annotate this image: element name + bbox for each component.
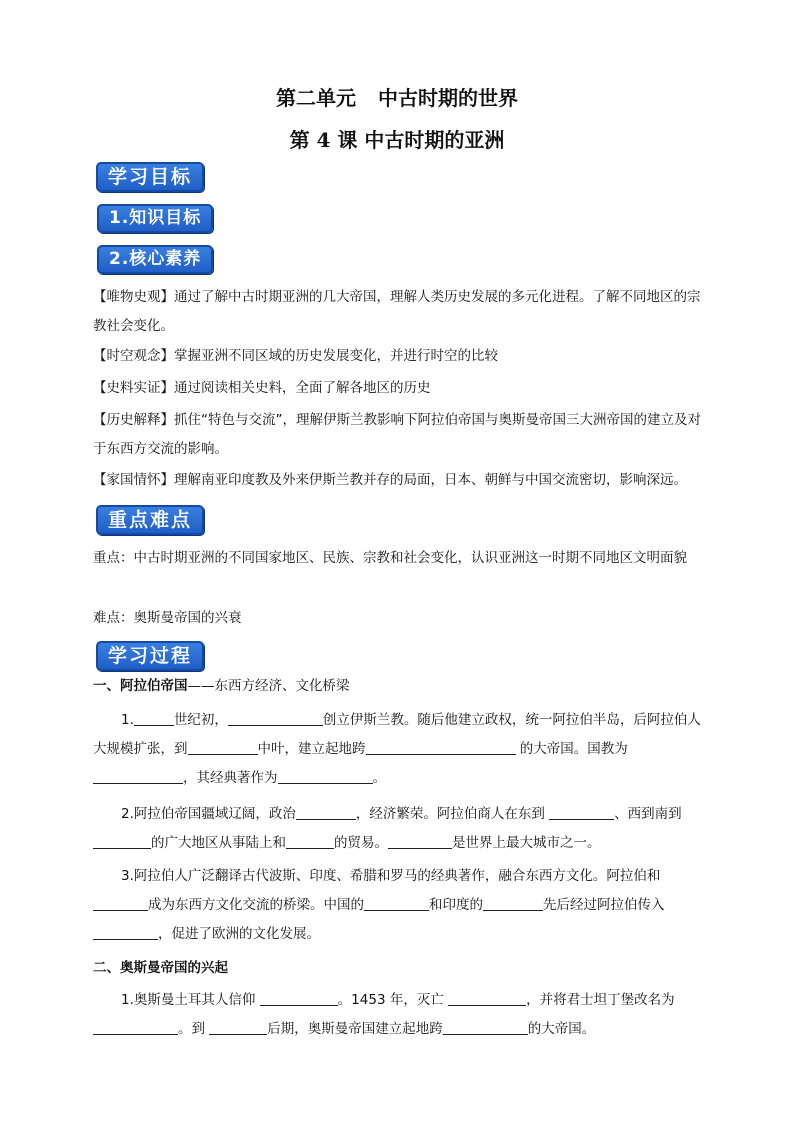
blank-line[interactable] xyxy=(93,923,158,940)
unit-title-name: 中古时期的世界 xyxy=(378,86,518,110)
literacy-item xyxy=(93,342,705,371)
blank-line[interactable] xyxy=(93,1018,178,1035)
question-paragraph xyxy=(93,986,705,1044)
literacy-text: 掌握亚洲不同区域的历史发展变化，并进行时空的比较 xyxy=(174,348,498,364)
focus-text: 重点：中古时期亚洲的不同国家地区、民族、宗教和社会变化，认识亚洲这一时期不同地区文明面貌 xyxy=(93,550,687,566)
q-text: 世纪初， xyxy=(173,712,228,728)
literacy-text: 理解南亚印度教及外来伊斯兰教并存的局面，日本、朝鲜与中国交流密切，影响深远。 xyxy=(174,472,687,488)
q-text: ，其经典著作为 xyxy=(183,770,278,786)
section2-heading: 二、奥斯曼帝国的兴起 xyxy=(93,960,228,976)
q-text: 、西到南到 xyxy=(614,806,682,822)
key-points-badge: 重点难点 xyxy=(96,505,204,535)
q-text: 3.阿拉伯人广泛翻译古代波斯、印度、希腊和罗马的经典著作，融合东西方文化。阿拉伯和 xyxy=(121,868,661,884)
knowledge-goals-badge: 1.知识目标 xyxy=(97,204,213,233)
q-text: 。到 xyxy=(178,1021,210,1037)
literacy-item xyxy=(93,406,705,464)
process-badge: 学习过程 xyxy=(96,641,204,671)
blank-line[interactable] xyxy=(93,767,183,784)
q-text: 2.阿拉伯帝国疆域辽阔，政治 xyxy=(121,806,296,822)
q-text: ，经济繁荣。阿拉伯商人在东到 xyxy=(355,806,550,822)
q-text: 的大帝国。 xyxy=(527,1021,596,1037)
blank-line[interactable] xyxy=(296,803,356,820)
q-text: 的广大地区从事陆上和 xyxy=(151,835,286,851)
difficulty-text: 难点：奥斯曼帝国的兴衰 xyxy=(93,610,242,626)
literacy-tag: 【唯物史观】 xyxy=(93,289,174,305)
literacy-tag: 【史料实证】 xyxy=(93,380,174,396)
literacy-text: 通过阅读相关史料，全面了解各地区的历史 xyxy=(174,380,431,396)
blank-line[interactable] xyxy=(278,767,373,784)
q-text: 的贸易。 xyxy=(334,835,388,851)
q-text: 。 xyxy=(372,770,386,786)
core-literacy-badge: 2.核心素养 xyxy=(97,245,213,274)
blank-line[interactable] xyxy=(209,1018,267,1035)
literacy-text: 通过了解中古时期亚洲的几大帝国，理解人类历史发展的多元化进程。了解不同地区的宗教社会变化。 xyxy=(93,289,701,334)
question-paragraph xyxy=(93,862,705,949)
q-text: 创立伊斯兰教。随后他建立政权，统一阿拉伯半岛，后阿拉伯人大规模扩张，到 xyxy=(93,712,701,757)
blank-line[interactable] xyxy=(93,894,148,911)
literacy-tag: 【时空观念】 xyxy=(93,348,174,364)
blank-line[interactable] xyxy=(228,709,323,726)
literacy-item xyxy=(93,283,705,341)
blank-line[interactable] xyxy=(134,709,174,726)
q-text: 。1453 年，灭亡 xyxy=(337,992,449,1008)
question-paragraph xyxy=(93,706,705,793)
blank-line[interactable] xyxy=(286,832,334,849)
literacy-item xyxy=(93,374,705,403)
q-text: 1.奥斯曼土耳其人信仰 xyxy=(121,992,260,1008)
literacy-tag: 【历史解释】 xyxy=(93,412,174,428)
literacy-tag: 【家国情怀】 xyxy=(93,472,174,488)
q-text: ，促进了欧洲的文化发展。 xyxy=(158,926,320,942)
q-text: 先后经过阿拉伯传入 xyxy=(543,897,665,913)
q-text: 后期，奥斯曼帝国建立起地跨 xyxy=(267,1021,443,1037)
q-text: 的大帝国。国教为 xyxy=(515,741,628,757)
blank-line[interactable] xyxy=(93,832,151,849)
q-text: 是世界上最大城市之一。 xyxy=(452,835,601,851)
section1-heading xyxy=(93,672,705,701)
q-text: ，并将君士坦丁堡改名为 xyxy=(526,992,675,1008)
blank-line[interactable] xyxy=(388,832,452,849)
study-goals-badge: 学习目标 xyxy=(96,162,204,192)
blank-line[interactable] xyxy=(549,803,614,820)
section1-heading-bold: 一、阿拉伯帝国 xyxy=(93,678,188,694)
unit-title-number: 第二单元 xyxy=(276,86,356,110)
literacy-text: 抓住“特色与交流”，理解伊斯兰教影响下阿拉伯帝国与奥斯曼帝国三大洲帝国的建立及对于东西方交流的影响。 xyxy=(93,412,701,457)
blank-line[interactable] xyxy=(188,738,258,755)
blank-line[interactable] xyxy=(364,894,429,911)
unit-title xyxy=(0,82,794,111)
q-text: 中叶，建立起地跨 xyxy=(257,741,366,757)
q-text: 成为东西方文化交流的桥梁。中国的 xyxy=(148,897,364,913)
blank-line[interactable] xyxy=(483,894,543,911)
section1-heading-rest: ——东西方经济、文化桥梁 xyxy=(187,678,350,694)
blank-line[interactable] xyxy=(448,989,526,1006)
q-text: 1. xyxy=(121,712,134,728)
literacy-item xyxy=(93,466,705,495)
lesson-title: 第 4 课 中古时期的亚洲 xyxy=(289,128,505,152)
blank-line[interactable] xyxy=(260,989,338,1006)
q-text: 和印度的 xyxy=(429,897,483,913)
blank-line[interactable] xyxy=(443,1018,528,1035)
question-paragraph xyxy=(93,800,705,858)
blank-line[interactable] xyxy=(366,738,516,755)
